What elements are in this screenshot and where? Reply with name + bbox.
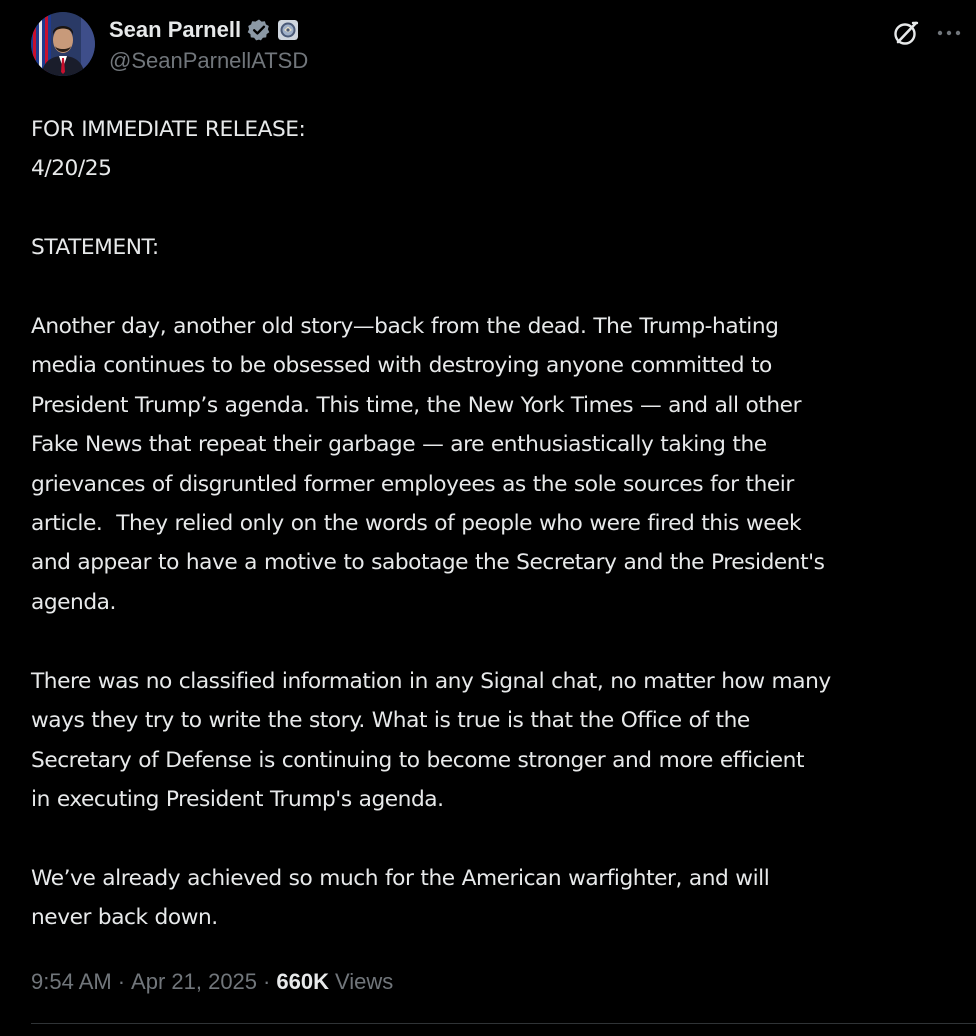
verified-badge-icon[interactable]	[247, 18, 271, 42]
post-time[interactable]: 9:54 AM	[31, 969, 112, 994]
meta-separator: ·	[263, 969, 271, 994]
post-text: FOR IMMEDIATE RELEASE: 4/20/25 STATEMENT: Another day, another old story—back from the dead. The Trump-hating media continues to be obsessed with destroying anyone committed to President Trump’s agenda. This time, the New York Times — and all other Fake News that repeat their garbage — are enthusiastically taking the grievances of disgruntled former employees as the sole sources for their article. They relied only on the words of people who were fired this week and appear to have a motive to sabotage the Secretary and the President's agenda. There was no classified information in any Signal chat, no matter how many ways they try to write the story. What is true is that the Office of the Secretary of Defense is continuing to become stronger and more efficient in executing President Trump's agenda. We’ve already achieved so much for the American warfighter, and will never back down.	[31, 117, 831, 931]
post-header	[31, 12, 966, 80]
name-row	[109, 15, 308, 45]
grok-icon[interactable]	[891, 18, 921, 48]
views-count[interactable]: 660K	[276, 969, 329, 994]
author-display-name[interactable]: Sean Parnell	[109, 17, 242, 42]
author-handle[interactable]: @SeanParnellATSD	[109, 48, 309, 73]
post-meta	[31, 966, 393, 998]
dod-seal-icon[interactable]	[278, 20, 298, 40]
divider	[31, 1023, 976, 1024]
author-info	[109, 15, 308, 74]
person-avatar-icon[interactable]	[31, 12, 95, 76]
views-label[interactable]: Views	[334, 969, 394, 994]
post-date[interactable]: Apr 21, 2025	[131, 969, 258, 994]
meta-separator: ·	[117, 969, 126, 994]
more-options-icon[interactable]	[934, 18, 964, 48]
